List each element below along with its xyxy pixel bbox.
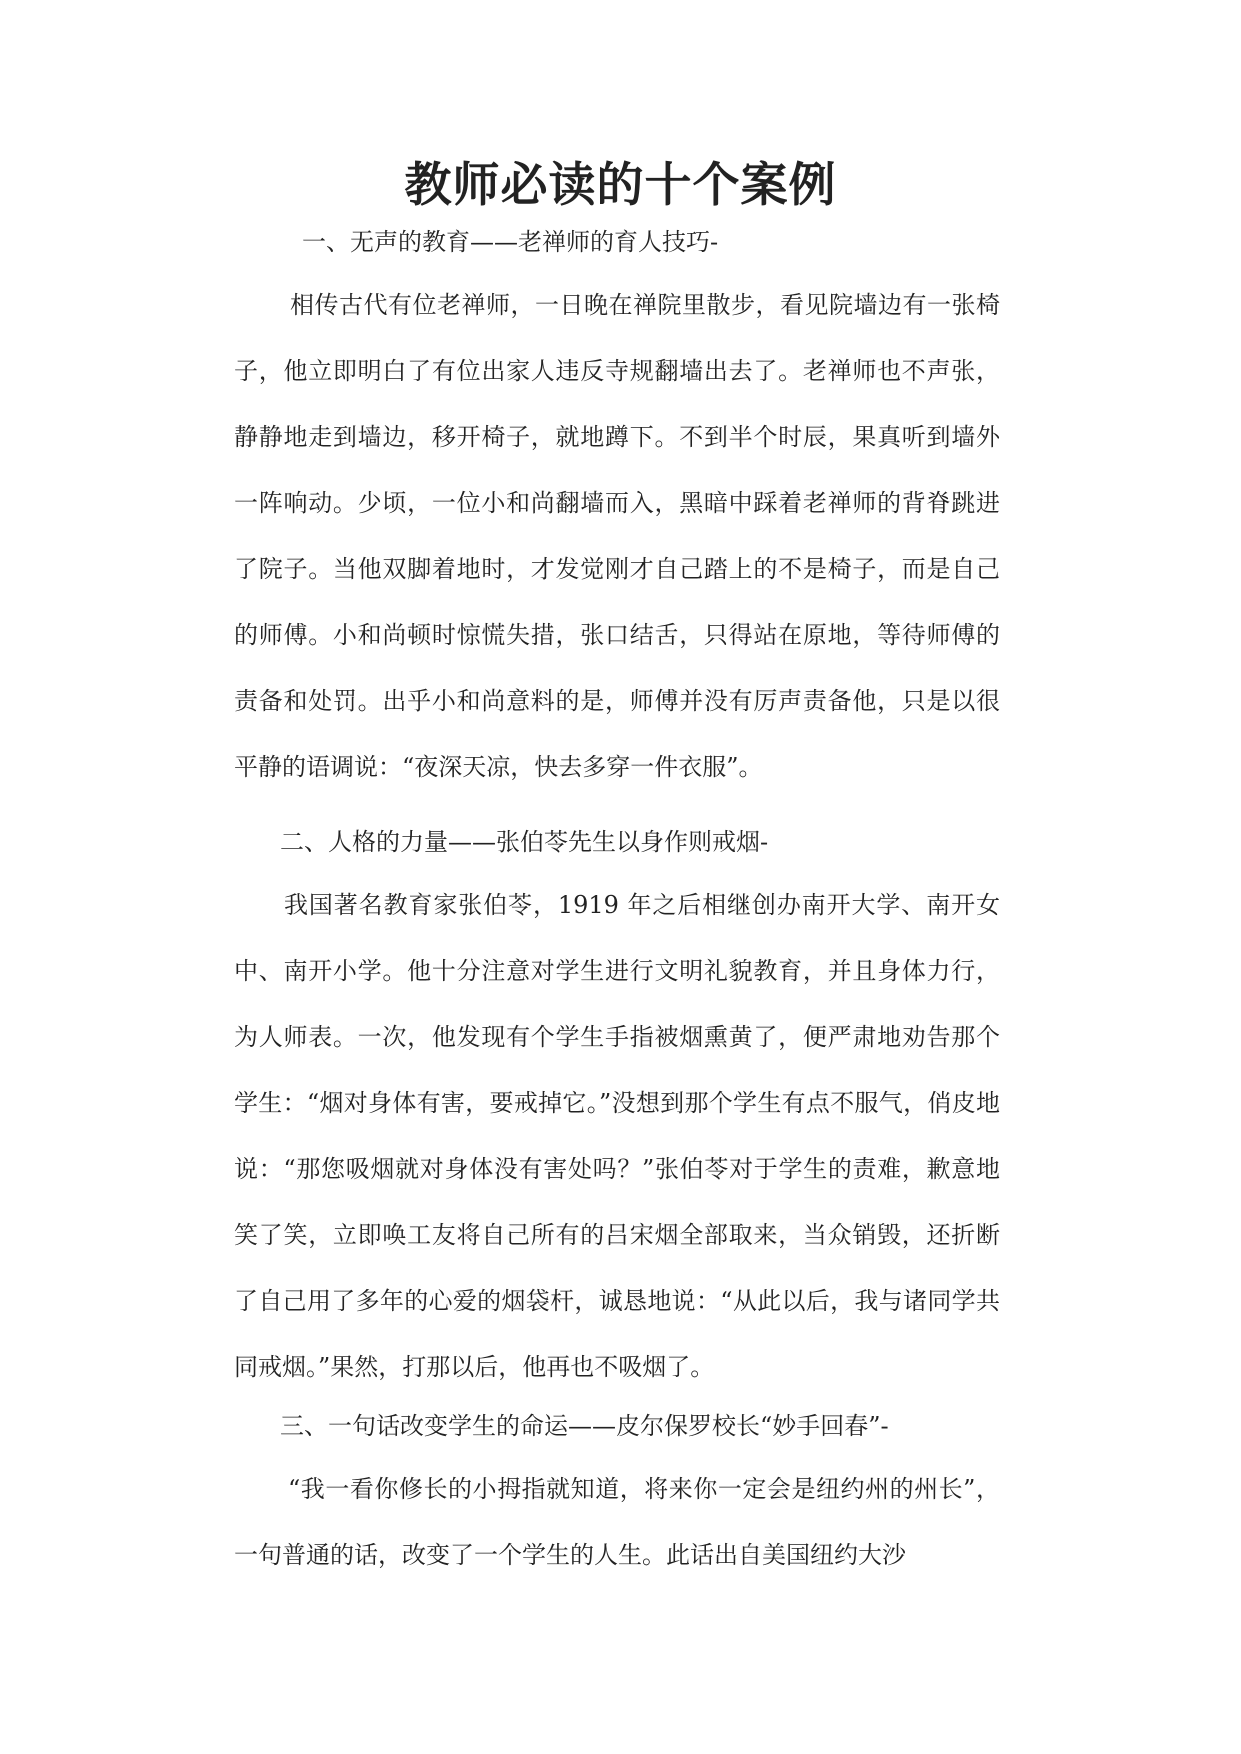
section-3-heading: 三、一句话改变学生的命运——皮尔保罗校长“妙手回春”-	[280, 1412, 889, 1440]
document-title: 教师必读的十个案例	[404, 158, 837, 213]
section-1-body: 相传古代有位老禅师，一日晚在禅院里散步，看见院墙边有一张椅子，他立即明白了有位出家人违反寺规翻墙出去了。老禅师也不声张，静静地走到墙边，移开椅子，就地蹲下。不到半个时辰，果真听到墙外一阵响动。少顷，一位小和尚翻墙而入，黑暗中踩着老禅师的背脊跳进了院子。当他双脚着地时，才发觉刚才自己踏上的不是椅子，而是自己的师傅。小和尚顿时惊慌失措，张口结舌，只得站在原地，等待师傅的责备和处罚。出乎小和尚意料的是，师傅并没有厉声责备他，只是以很平静的语调说：“夜深天凉，快去多穿一件衣服”。	[234, 291, 1000, 781]
section-1-heading: 一、无声的教育——老禅师的育人技巧-	[302, 228, 719, 256]
section-3-body: “我一看你修长的小拇指就知道，将来你一定会是纽约州的州长”，一句普通的话，改变了一个学生的人生。此话出自美国纽约大沙	[234, 1475, 1000, 1569]
section-2-body: 我国著名教育家张伯苓，1919 年之后相继创办南开大学、南开女中、南开小学。他十分注意对学生进行文明礼貌教育，并且身体力行，为人师表。一次，他发现有个学生手指被烟熏黄了，便严肃地劝告那个学生：“烟对身体有害，要戒掉它。”没想到那个学生有点不服气，俏皮地说：“那您吸烟就对身体没有害处吗？”张伯苓对于学生的责难，歉意地笑了笑，立即唤工友将自己所有的吕宋烟全部取来，当众销毁，还折断了自己用了多年的心爱的烟袋杆，诚恳地说：“从此以后，我与诸同学共同戒烟。”果然，打那以后，他再也不吸烟了。	[234, 891, 1000, 1381]
section-2-heading: 二、人格的力量——张伯苓先生以身作则戒烟-	[280, 828, 769, 856]
